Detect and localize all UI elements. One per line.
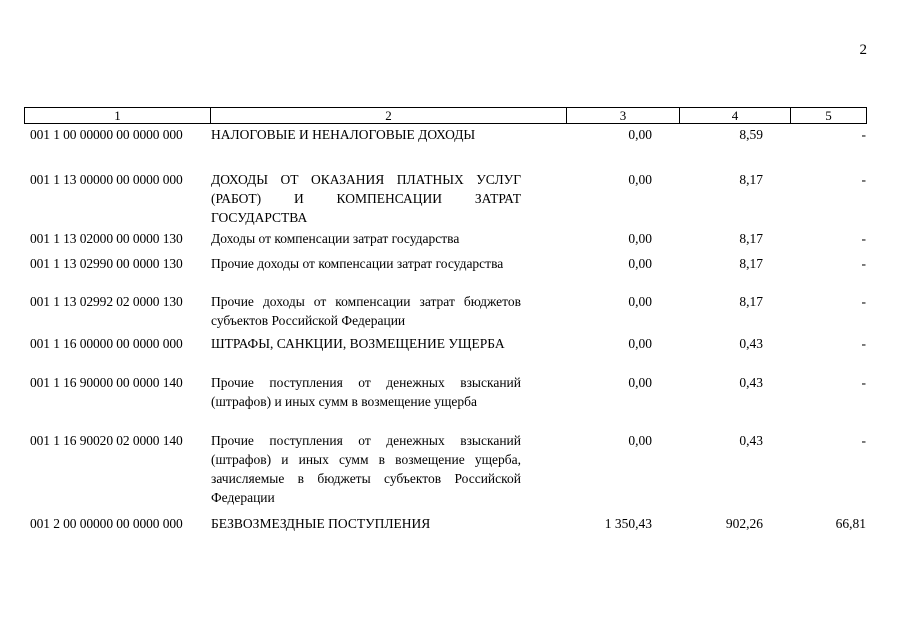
- row-code: 001 2 00 00000 00 0000 000: [30, 516, 183, 531]
- row-value-col4: 0,43: [739, 433, 763, 448]
- row-code: 001 1 13 02990 00 0000 130: [30, 256, 183, 271]
- row-code: 001 1 13 02992 02 0000 130: [30, 294, 183, 309]
- row-value-col5: -: [861, 231, 866, 246]
- row-value-col5: -: [861, 375, 866, 390]
- row-code: 001 1 16 90000 00 0000 140: [30, 375, 183, 390]
- row-value-col5: -: [861, 127, 866, 142]
- row-value-col5: 66,81: [835, 516, 866, 531]
- row-value-col5: -: [861, 256, 866, 271]
- page-number: 2: [859, 42, 867, 58]
- table-column-header: [24, 107, 867, 124]
- row-name: Прочие поступления от денежных взысканий (штрафов) и иных сумм в возмещение ущерба: [211, 375, 521, 409]
- row-value-col5: -: [861, 433, 866, 448]
- row-value-col3: 0,00: [628, 256, 652, 271]
- column-header-4: 4: [680, 108, 791, 123]
- row-name: Прочие поступления от денежных взысканий (штрафов) и иных сумм в возмещение ущерба, зачисляемые в бюджеты субъектов Российской Федерации: [211, 433, 521, 505]
- row-name: ШТРАФЫ, САНКЦИИ, ВОЗМЕЩЕНИЕ УЩЕРБА: [211, 336, 505, 351]
- row-code: 001 1 13 02000 00 0000 130: [30, 231, 183, 246]
- row-code: 001 1 16 90020 02 0000 140: [30, 433, 183, 448]
- column-header-3: 3: [567, 108, 680, 123]
- row-value-col3: 0,00: [628, 336, 652, 351]
- row-value-col4: 8,17: [739, 172, 763, 187]
- row-name: Доходы от компенсации затрат государства: [211, 231, 460, 246]
- row-name: ДОХОДЫ ОТ ОКАЗАНИЯ ПЛАТНЫХ УСЛУГ (РАБОТ) И КОМПЕНСАЦИИ ЗАТРАТ ГОСУДАРСТВА: [211, 172, 521, 225]
- row-value-col5: -: [861, 294, 866, 309]
- row-code: 001 1 13 00000 00 0000 000: [30, 172, 183, 187]
- row-code: 001 1 00 00000 00 0000 000: [30, 127, 183, 142]
- row-name: НАЛОГОВЫЕ И НЕНАЛОГОВЫЕ ДОХОДЫ: [211, 127, 476, 142]
- row-value-col3: 0,00: [628, 127, 652, 142]
- row-value-col4: 0,43: [739, 375, 763, 390]
- row-value-col3: 0,00: [628, 294, 652, 309]
- row-name: Прочие доходы от компенсации затрат бюджетов субъектов Российской Федерации: [211, 294, 521, 328]
- row-value-col3: 0,00: [628, 172, 652, 187]
- row-name: БЕЗВОЗМЕЗДНЫЕ ПОСТУПЛЕНИЯ: [211, 516, 431, 531]
- row-value-col3: 0,00: [628, 375, 652, 390]
- row-value-col4: 8,59: [739, 127, 763, 142]
- row-value-col4: 8,17: [739, 256, 763, 271]
- column-header-2: 2: [211, 108, 567, 123]
- row-value-col4: 8,17: [739, 294, 763, 309]
- row-value-col4: 902,26: [725, 516, 763, 531]
- column-header-5: 5: [825, 108, 832, 123]
- row-code: 001 1 16 00000 00 0000 000: [30, 336, 183, 351]
- column-header-1: 1: [25, 108, 211, 123]
- row-name: Прочие доходы от компенсации затрат государства: [211, 256, 504, 271]
- row-value-col3: 0,00: [628, 433, 652, 448]
- row-value-col3: 0,00: [628, 231, 652, 246]
- row-value-col4: 0,43: [739, 336, 763, 351]
- row-value-col5: -: [861, 336, 866, 351]
- row-value-col3: 1 350,43: [604, 516, 652, 531]
- row-value-col5: -: [861, 172, 866, 187]
- row-value-col4: 8,17: [739, 231, 763, 246]
